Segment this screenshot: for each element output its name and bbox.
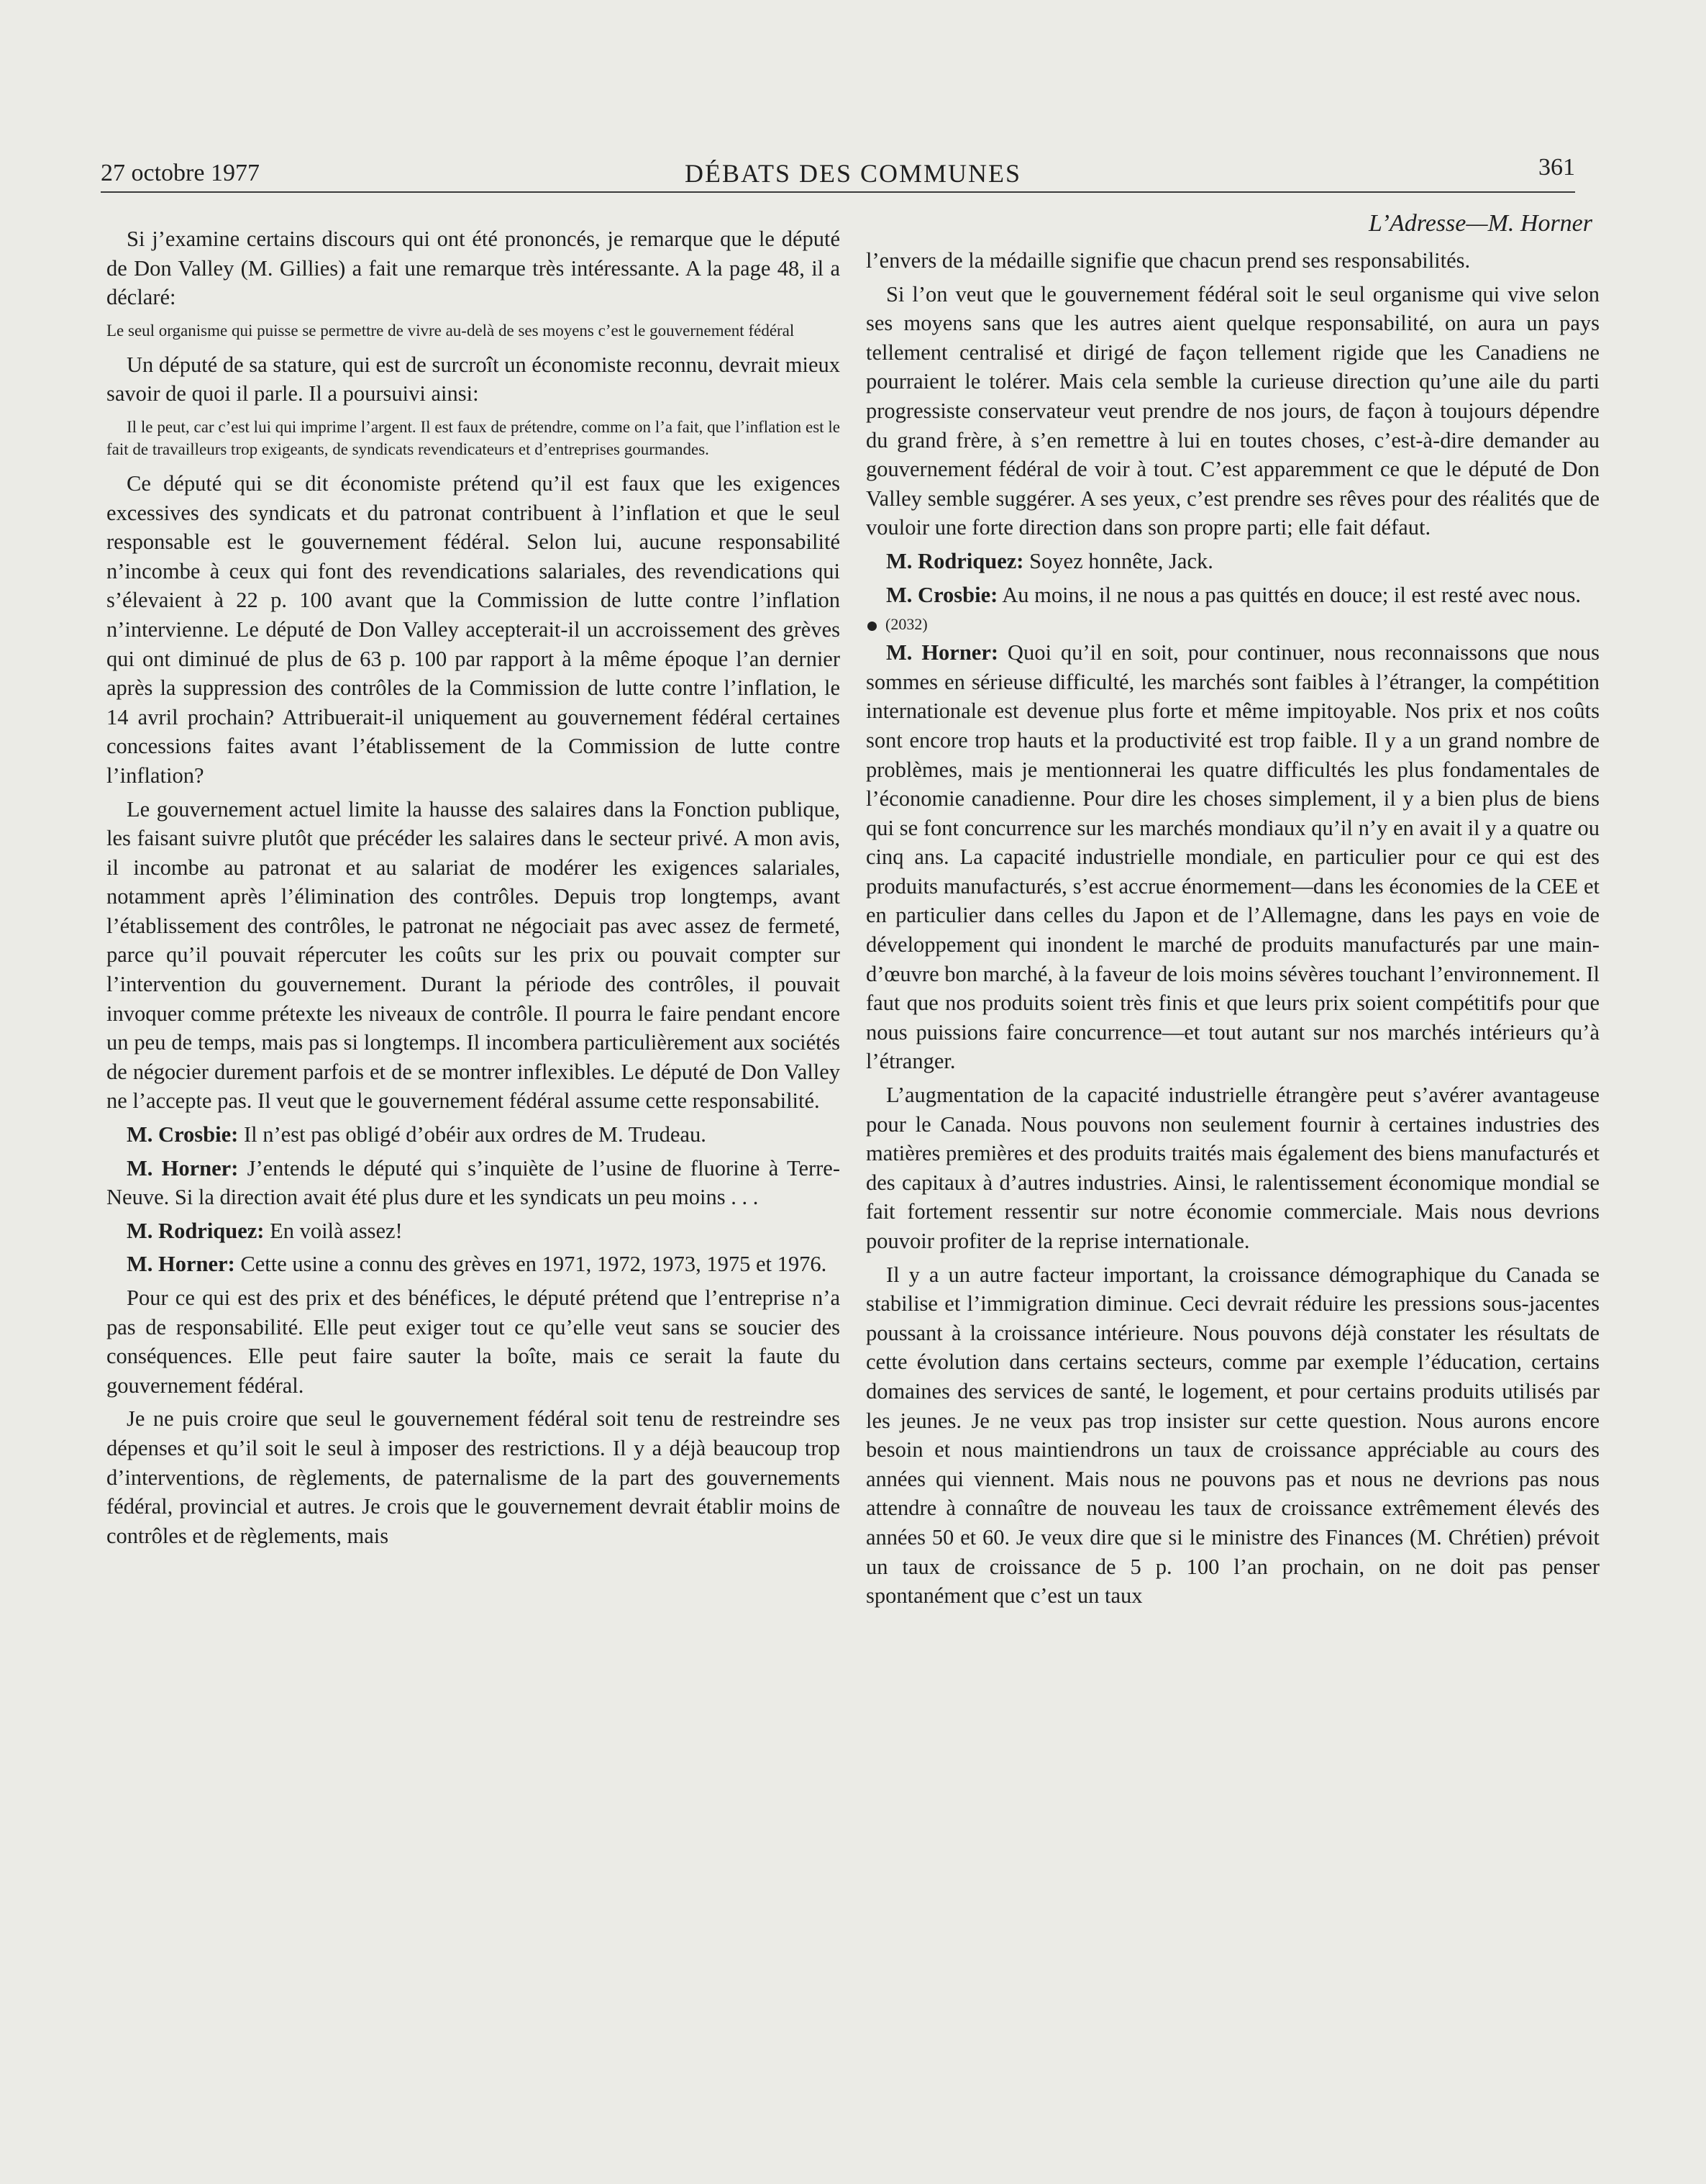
paragraph: l’envers de la médaille signifie que chacun prend ses responsabilités. xyxy=(866,248,1471,273)
speaker-name: M. Horner: xyxy=(127,1252,235,1277)
speaker-name: M. Crosbie: xyxy=(886,582,998,607)
speech-text: J’entends le député qui s’inquiète de l’usine de fluorine à Terre-Neuve. Si la direction avait été plus dure et les syndicats un peu moins . . . xyxy=(106,1155,840,1210)
right-column xyxy=(866,204,1600,1615)
block-quote: Il le peut, car c’est lui qui imprime l’argent. Il est faux de prétendre, comme on l’a fait, que l’inflation est le fait de travailleurs trop exigeants, de syndicats revendicateurs et d’entreprises gourmandes. xyxy=(106,417,840,458)
speaker-name: M. Crosbie: xyxy=(127,1122,239,1147)
speaker-paragraph xyxy=(106,1154,840,1212)
page-number: 361 xyxy=(1538,154,1575,181)
speaker-name: M. Horner: xyxy=(127,1155,239,1180)
speaker-name: M. Horner: xyxy=(886,640,999,665)
running-head: L’Adresse—M. Horner xyxy=(1368,210,1592,237)
speaker-paragraph xyxy=(866,547,1600,576)
paragraph: Si l’on veut que le gouvernement fédéral soit le seul organisme qui vive selon ses moyens sans que les autres aient quelque responsabilité, on aura un pays tellement centralisé et dirigé de façon tellement rigide que les Canadiens ne pourraient le tolérer. Mais cela semble la curieuse direction qu’une aile du parti progressiste conservateur veut prendre de nos jours, de façon à toujours dépendre du grand frère, à s’en remettre à lui en toutes choses, c’est-à-dire demander au gouvernement fédéral de voir à tout. C’est apparemment ce que le député de Don Valley semble suggérer. A ses yeux, c’est prendre ses rêves pour des réalités que de vouloir une forte direction dans son propre parti; elle fait défaut. xyxy=(866,281,1600,540)
speaker-paragraph xyxy=(106,1120,840,1150)
bullet-icon xyxy=(867,622,877,631)
block-quote: Le seul organisme qui puisse se permettre de vivre au-delà de ses moyens c’est le gouvernement fédéral xyxy=(106,321,795,340)
speaker-paragraph xyxy=(106,1250,840,1279)
speech-text: Soyez honnête, Jack. xyxy=(1023,548,1213,573)
header-rule xyxy=(101,191,1575,193)
speech-text: Au moins, il ne nous a pas quittés en douce; il est resté avec nous. xyxy=(998,582,1581,607)
paragraph: Je ne puis croire que seul le gouvernement fédéral soit tenu de restreindre ses dépenses et qu’il soit le seul à imposer des restrictions. Il y a déjà beaucoup trop d’interventions, de règlements, de paternalisme de la part des gouvernements fédéral, provincial et autres. Je crois que le gouvernement devrait établir moins de contrôles et de règlements, mais xyxy=(106,1406,840,1548)
speaker-paragraph xyxy=(866,638,1600,1076)
speech-text: En voilà assez! xyxy=(264,1218,403,1243)
left-column-spacer xyxy=(106,204,840,224)
paragraph: Il y a un autre facteur important, la croissance démographique du Canada se stabilise et l’immigration diminue. Ceci devrait réduire les pressions sous-jacentes poussant à la croissance intérieure. Nous pouvons déjà constater les résultats de cette évolution dans certains secteurs, comme par exemple l’éducation, certains domaines des services de santé, le logement, et pour certains produits utilisés par les jeunes. Je ne veux pas trop insister sur cette question. Nous aurons encore besoin et nous maintiendrons un taux de croissance appréciable au cours des années qui viennent. Mais nous ne pouvons pas et nous ne devrions pas nous attendre à connaître de nouveau les taux de croissance extrêmement élevés des années 50 et 60. Je veux dire que si le ministre des Finances (M. Chrétien) prévoit un taux de croissance de 5 p. 100 l’an prochain, on ne doit pas penser spontanément que c’est un taux xyxy=(866,1262,1600,1609)
speaker-paragraph xyxy=(866,581,1600,610)
speech-text: Quoi qu’il en soit, pour continuer, nous reconnaissons que nous sommes en sérieuse difficulté, les marchés sont faibles à l’étranger, la compétition internationale est devenue plus forte et même impitoyable. Nos prix et nos coûts sont encore trop hauts et la productivité est trop faible. Il y a un grand nombre de problèmes, mais je mentionnerai les quatre difficultés les plus fondamentales de l’économie canadienne. Pour dire les choses simplement, il y a bien plus de biens qui se font concurrence sur les marchés mondiaux qu’il n’y en avait il y a quatre ou cinq ans. La capacité industrielle mondiale, en particulier pour ce qui est des produits manufacturés, s’est accrue énormement—dans les économies de la CEE et en particulier dans celles du Japon et de l’Allemagne, dans les pays en voie de développement qui inondent le marché de produits manufacturés par une main-d’œuvre bon marché, à la faveur de lois moins sévères touchant l’environnement. Il faut que nos produits soient très finis et que leurs prix soient compétitifs pour que nous puissions faire concurrence—et tout autant sur nos marchés intérieurs qu’à l’étranger. xyxy=(866,640,1600,1074)
page-title: DÉBATS DES COMMUNES xyxy=(684,159,1022,188)
paragraph: Ce député qui se dit économiste prétend qu’il est faux que les exigences excessives des syndicats et du patronat contribuent à l’inflation et que le seul responsable est le gouvernement fédéral. Selon lui, aucune responsabilité n’incombe à ceux qui font des revendications salariales, des revendications qui s’élevaient à 22 p. 100 avant que la Commission de lutte contre l’inflation n’intervienne. Le député de Don Valley accepterait-il un accroissement des grèves qui ont diminué de plus de 63 p. 100 par rapport à la même époque l’an dernier après la suppression des contrôles de la Commission de lutte contre l’inflation, le 14 avril prochain? Attribuerait-il uniquement au gouvernement fédéral certaines concessions faites avant l’établissement de la Commission de lutte contre l’inflation? xyxy=(106,470,840,788)
speaker-name: M. Rodriquez: xyxy=(127,1218,265,1243)
paragraph: Pour ce qui est des prix et des bénéfices, le député prétend que l’entreprise n’a pas de responsabilité. Elle peut exiger tout ce qu’elle veut sans se soucier des conséquences. Elle peut faire sauter la boîte, mais ce serait la faute du gouvernement fédéral. xyxy=(106,1286,840,1398)
time-marker-text: (2032) xyxy=(885,615,928,634)
speaker-paragraph xyxy=(106,1216,840,1246)
left-column xyxy=(106,204,840,1555)
time-marker xyxy=(866,614,1600,635)
page-date: 27 octobre 1977 xyxy=(101,160,260,186)
speech-text: Cette usine a connu des grèves en 1971, 1972, 1973, 1975 et 1976. xyxy=(234,1252,827,1277)
paragraph: Le gouvernement actuel limite la hausse des salaires dans la Fonction publique, les faisant suivre plutôt que précéder les salaires dans le secteur privé. A mon avis, il incombe au patronat et au salariat de modérer les exigences salariales, notamment après l’élimination des contrôles. Depuis trop longtemps, avant l’établissement des contrôles, le patronat ne négociait pas avec assez de fermeté, parce qu’il pouvait répercuter les coûts sur les prix ou pouvait compter sur l’intervention du gouvernement. Durant la période des contrôles, il pouvait invoquer comme prétexte les niveaux de contrôle. Il pourra le faire pendant encore un peu de temps, mais pas si longtemps. Il incombera particulièrement aux sociétés de négocier durement parfois et de se montrer inflexibles. Le député de Don Valley ne l’accepte pas. Il veut que le gouvernement fédéral assume cette responsabilité. xyxy=(106,796,840,1114)
paragraph: L’augmentation de la capacité industrielle étrangère peut s’avérer avantageuse pour le Canada. Nous pouvons non seulement fournir à certaines industries des matières premières et des produits traités mais également des biens manufacturés et des capitaux à d’autres industries. Ainsi, le ralentissement économique mondial se fait fortement ressentir sur notre économie commerciale. Mais nous devrions pouvoir profiter de la reprise internationale. xyxy=(866,1083,1600,1253)
paragraph: Un député de sa stature, qui est de surcroît un économiste reconnu, devrait mieux savoir de quoi il parle. Il a poursuivi ainsi: xyxy=(106,352,840,406)
paragraph: Si j’examine certains discours qui ont été prononcés, je remarque que le député de Don Valley (M. Gillies) a fait une remarque très intéressante. A la page 48, il a déclaré: xyxy=(106,227,840,310)
speaker-name: M. Rodriquez: xyxy=(886,548,1024,573)
speech-text: Il n’est pas obligé d’obéir aux ordres de M. Trudeau. xyxy=(238,1122,706,1147)
